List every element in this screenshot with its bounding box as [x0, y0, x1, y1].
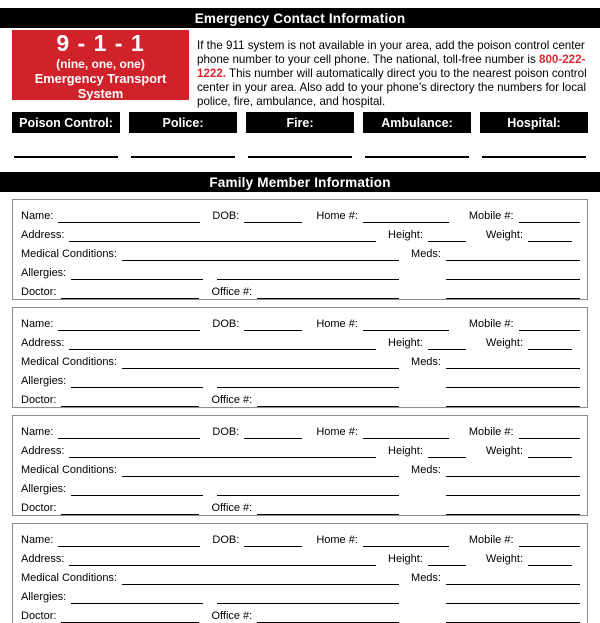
- member-row-doctor: [21, 280, 580, 299]
- address-label: Address:: [21, 229, 65, 241]
- height-input-line[interactable]: [428, 337, 466, 350]
- member-row-medical: [21, 242, 580, 261]
- member-row-address: [21, 331, 580, 350]
- doctor-input-line[interactable]: [61, 394, 199, 407]
- meds-input-line[interactable]: [446, 464, 580, 477]
- family-members: [12, 199, 588, 623]
- doctor-input-line[interactable]: [61, 610, 199, 623]
- dob-label: DOB:: [212, 426, 240, 438]
- mobile-phone-input-line[interactable]: [519, 318, 580, 331]
- mobile-phone-label: Mobile #:: [468, 426, 514, 438]
- name-input-line[interactable]: [58, 534, 200, 547]
- section-header-emergency: [0, 8, 600, 28]
- meds-label: Meds:: [411, 572, 441, 584]
- meds-input-line-2[interactable]: [446, 483, 580, 496]
- weight-input-line[interactable]: [528, 553, 572, 566]
- medical-conditions-label: Medical Conditions:: [21, 572, 117, 584]
- fire-input-line[interactable]: [248, 150, 352, 158]
- member-row-allergies: [21, 477, 580, 496]
- member-row-doctor: [21, 496, 580, 515]
- contact-label-police: Police:: [129, 112, 237, 133]
- height-label: Height:: [388, 445, 423, 457]
- allergies-label: Allergies:: [21, 267, 67, 279]
- instructions-text-before: If the 911 system is not available in your area, add the poison control center phone number to your cell phone. The national, toll-free number is: [197, 38, 585, 66]
- height-label: Height:: [388, 553, 423, 565]
- doctor-label: Doctor:: [21, 502, 57, 514]
- name-label: Name:: [21, 210, 54, 222]
- poison-control-input-line[interactable]: [14, 150, 118, 158]
- height-label: Height:: [388, 229, 423, 241]
- page-title: Emergency Contact Information: [194, 10, 406, 26]
- weight-label: Weight:: [485, 229, 523, 241]
- police-input-line[interactable]: [131, 150, 235, 158]
- home-phone-label: Home #:: [316, 426, 358, 438]
- meds-input-line-2[interactable]: [446, 267, 580, 280]
- office-phone-input-line[interactable]: [257, 502, 399, 515]
- allergies-input-line[interactable]: [71, 267, 203, 280]
- allergies-input-line[interactable]: [71, 591, 203, 604]
- allergies-label: Allergies:: [21, 483, 67, 495]
- member-row-name: [21, 312, 580, 331]
- family-member-box: [12, 199, 588, 300]
- dob-input-line[interactable]: [244, 318, 302, 331]
- weight-label: Weight:: [485, 553, 523, 565]
- 911-system-label: Emergency Transport System: [34, 71, 167, 101]
- weight-input-line[interactable]: [528, 229, 572, 242]
- contact-label-poison-control: Poison Control:: [12, 112, 120, 133]
- member-row-address: [21, 439, 580, 458]
- medical-conditions-label: Medical Conditions:: [21, 248, 117, 260]
- name-label: Name:: [21, 534, 54, 546]
- weight-input-line[interactable]: [528, 445, 572, 458]
- meds-input-line[interactable]: [446, 248, 580, 261]
- family-member-box: [12, 415, 588, 516]
- allergies-input-line[interactable]: [71, 483, 203, 496]
- height-label: Height:: [388, 337, 423, 349]
- office-phone-label: Office #:: [211, 286, 253, 298]
- allergies-input-line-2[interactable]: [217, 483, 399, 496]
- instructions-text-after: This number will automatically direct you to the nearest poison control center in your area. Also add to your phone’s directory the numbers for local police, fire, ambulance, and hospital.: [197, 67, 587, 109]
- medical-conditions-label: Medical Conditions:: [21, 356, 117, 368]
- doctor-label: Doctor:: [21, 394, 57, 406]
- name-input-line[interactable]: [58, 318, 200, 331]
- contact-label-hospital: Hospital:: [480, 112, 588, 133]
- home-phone-input-line[interactable]: [363, 426, 449, 439]
- contact-label-ambulance: Ambulance:: [363, 112, 471, 133]
- address-label: Address:: [21, 337, 65, 349]
- meds-input-line-3[interactable]: [446, 394, 580, 407]
- medical-conditions-input-line[interactable]: [122, 464, 399, 477]
- emergency-contact-blanks: [12, 150, 588, 158]
- medical-conditions-input-line[interactable]: [122, 248, 399, 261]
- home-phone-label: Home #:: [316, 210, 358, 222]
- section-header-family: [0, 172, 600, 192]
- mobile-phone-input-line[interactable]: [519, 426, 580, 439]
- 911-phonetic: (nine, one, one): [56, 57, 145, 71]
- address-input-line[interactable]: [69, 337, 376, 350]
- name-label: Name:: [21, 426, 54, 438]
- poison-control-instructions: [197, 39, 598, 110]
- dob-label: DOB:: [212, 210, 240, 222]
- home-phone-label: Home #:: [316, 534, 358, 546]
- meds-input-line[interactable]: [446, 572, 580, 585]
- address-label: Address:: [21, 445, 65, 457]
- family-member-box: [12, 307, 588, 408]
- medical-conditions-input-line[interactable]: [122, 356, 399, 369]
- doctor-label: Doctor:: [21, 610, 57, 622]
- ambulance-input-line[interactable]: [365, 150, 469, 158]
- poison-control-phone-number: 800-222-1222.: [197, 52, 586, 80]
- height-input-line[interactable]: [428, 445, 466, 458]
- member-row-allergies: [21, 369, 580, 388]
- office-phone-label: Office #:: [211, 502, 253, 514]
- address-input-line[interactable]: [69, 553, 376, 566]
- name-input-line[interactable]: [58, 426, 200, 439]
- allergies-input-line-2[interactable]: [217, 591, 399, 604]
- member-row-name: [21, 204, 580, 223]
- member-row-medical: [21, 350, 580, 369]
- meds-input-line[interactable]: [446, 356, 580, 369]
- mobile-phone-label: Mobile #:: [468, 318, 514, 330]
- name-label: Name:: [21, 318, 54, 330]
- 911-number: 9 - 1 - 1: [56, 30, 145, 56]
- medical-conditions-label: Medical Conditions:: [21, 464, 117, 476]
- dob-input-line[interactable]: [244, 534, 302, 547]
- 911-banner: [12, 30, 189, 100]
- member-row-doctor: [21, 604, 580, 623]
- weight-input-line[interactable]: [528, 337, 572, 350]
- member-row-medical: [21, 566, 580, 585]
- meds-input-line-3[interactable]: [446, 502, 580, 515]
- meds-input-line-3[interactable]: [446, 610, 580, 623]
- dob-input-line[interactable]: [244, 426, 302, 439]
- member-row-name: [21, 528, 580, 547]
- address-input-line[interactable]: [69, 229, 376, 242]
- home-phone-input-line[interactable]: [363, 534, 449, 547]
- meds-input-line-2[interactable]: [446, 591, 580, 604]
- mobile-phone-label: Mobile #:: [468, 210, 514, 222]
- allergies-label: Allergies:: [21, 375, 67, 387]
- home-phone-input-line[interactable]: [363, 210, 449, 223]
- office-phone-label: Office #:: [211, 610, 253, 622]
- weight-label: Weight:: [485, 337, 523, 349]
- address-input-line[interactable]: [69, 445, 376, 458]
- family-member-box: [12, 523, 588, 623]
- mobile-phone-input-line[interactable]: [519, 210, 580, 223]
- mobile-phone-label: Mobile #:: [468, 534, 514, 546]
- member-row-address: [21, 547, 580, 566]
- office-phone-input-line[interactable]: [257, 610, 399, 623]
- meds-label: Meds:: [411, 464, 441, 476]
- doctor-input-line[interactable]: [61, 286, 199, 299]
- mobile-phone-input-line[interactable]: [519, 534, 580, 547]
- name-input-line[interactable]: [58, 210, 200, 223]
- height-input-line[interactable]: [428, 229, 466, 242]
- allergies-input-line-2[interactable]: [217, 375, 399, 388]
- member-row-allergies: [21, 261, 580, 280]
- family-section-title: Family Member Information: [209, 174, 391, 190]
- office-phone-input-line[interactable]: [257, 286, 399, 299]
- emergency-contact-labels: [12, 112, 588, 133]
- dob-label: DOB:: [212, 318, 240, 330]
- member-row-allergies: [21, 585, 580, 604]
- allergies-input-line[interactable]: [71, 375, 203, 388]
- office-phone-input-line[interactable]: [257, 394, 399, 407]
- meds-input-line-3[interactable]: [446, 286, 580, 299]
- address-label: Address:: [21, 553, 65, 565]
- home-phone-label: Home #:: [316, 318, 358, 330]
- dob-label: DOB:: [212, 534, 240, 546]
- meds-input-line-2[interactable]: [446, 375, 580, 388]
- member-row-name: [21, 420, 580, 439]
- meds-label: Meds:: [411, 356, 441, 368]
- weight-label: Weight:: [485, 445, 523, 457]
- member-row-doctor: [21, 388, 580, 407]
- contact-label-fire: Fire:: [246, 112, 354, 133]
- allergies-label: Allergies:: [21, 591, 67, 603]
- hospital-input-line[interactable]: [482, 150, 586, 158]
- height-input-line[interactable]: [428, 553, 466, 566]
- allergies-input-line-2[interactable]: [217, 267, 399, 280]
- member-row-address: [21, 223, 580, 242]
- medical-conditions-input-line[interactable]: [122, 572, 399, 585]
- meds-label: Meds:: [411, 248, 441, 260]
- member-row-medical: [21, 458, 580, 477]
- home-phone-input-line[interactable]: [363, 318, 449, 331]
- dob-input-line[interactable]: [244, 210, 302, 223]
- doctor-input-line[interactable]: [61, 502, 199, 515]
- office-phone-label: Office #:: [211, 394, 253, 406]
- doctor-label: Doctor:: [21, 286, 57, 298]
